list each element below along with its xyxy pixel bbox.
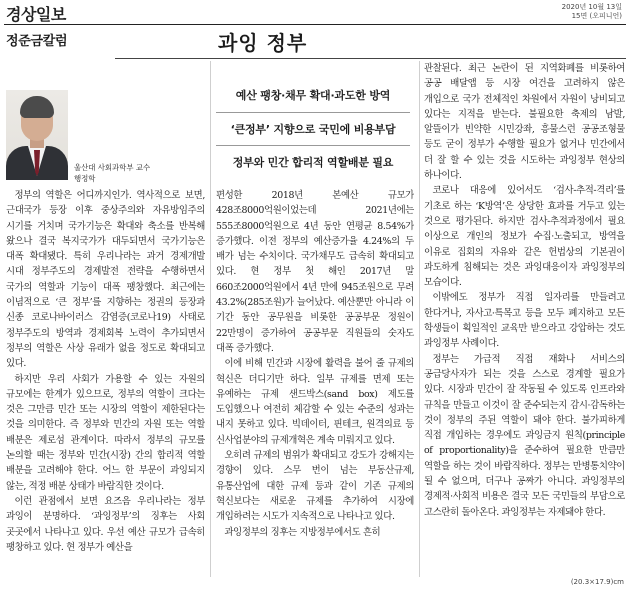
paragraph: 편성한 2018년 본예산 규모가 428조8000억원이었는데 2021년에는 555조8000억원으로 4년 동안 연평균 8.54%가 증가했다. 이전 정부의 예산증가율 4.24%의 두 배가 넘는 수치이다. 국가채무도 급속히 확대되고 있다. 현 정부 첫 해인 2017년 말 660조2000억원에서 4년 만에 945조원으로 무려 43.2%(285조원)가 늘어났다. 예산뿐만 아니라 이 기간 동안 공무원을 비롯한 공공부문 정원이 22만명이 증가하여 공공부문 직원들의 숫자도 대폭 증가했다.	[216, 190, 414, 354]
paragraph: 이에 비해 민간과 시장에 활력을 불어 줄 규제의 혁신은 더디기만 하다. 일부 규제를 면제 또는 유예하는 규제 샌드박스(sand box) 제도를 도입했으나 여전히 체감할 수 있는 수준의 성과는 내지 못하고 있다. 빅데이터, 핀테크, 원격의료 등 신사업분야의 규제개혁은 계속 미뤄지고 있다.	[216, 358, 414, 446]
article-column-3	[424, 61, 625, 579]
paragraph: 정부는 가급적 직접 재화나 서비스의 공급당사자가 되는 것을 스스로 경계할 필요가 있다. 시장과 민간이 잘 작동될 수 있도록 인프라와 규칙을 만들고 이것이 잘 준수되는지 감시·감독하는 것이 정부의 주된 역할이 돼야 한다. 불가피하게 직접 개입하는 경우에도 과잉금지 원칙(principle of proportionality)을 준수하여 필요한 만큼만 역할을 하는 것이 바람직하다. 정부는 만병통치약이 될 수 없으며, 더구나 공짜가 아니다. 과잉정부의 경제적·사회적 비용은 결국 모든 국민들의 부담으로 고스란히 돌아온다. 과잉정부는 자제돼야 한다.	[424, 353, 625, 518]
author-byline	[74, 162, 150, 184]
subhead-divider	[216, 112, 410, 113]
paragraph: 하지만 우리 사회가 가용할 수 있는 자원의 규모에는 한계가 있으므로, 정부의 역할이 크다는 것은 그만큼 민간 또는 시장의 역할이 제한된다는 것을 의미한다. 즉 정부와 민간의 자원 또는 역할 배분은 제로섬 관계이다. 따라서 정부의 규모를 논의할 때는 정부와 민간(시장) 간의 합리적 역할 배분을 고려해야 한다. 어느 한 부문이 과잉되지 않는, 적정 배분 상태가 바람직한 것이다.	[6, 373, 205, 492]
article-column-1	[6, 188, 205, 583]
paragraph: 이밖에도 정부가 직접 일자리를 만들려고 한다거나, 자사고·특목고 등을 모두 폐지하고 모든 학생들이 획일적인 교육만 받으라고 강압하는 것도 과잉정부 사례이다.	[424, 292, 625, 350]
subhead-3: 정부와 민간 합리적 역할배분 필요	[232, 156, 394, 169]
top-rule	[4, 24, 626, 25]
paragraph: 코로나 대응에 있어서도 ‘검사-추적-격리’를 기초로 하는 ‘K방역’은 상당한 효과를 거두고 있는 것으로 평가된다. 하지만 검사-추적과정에서 필요 이상으로 개인의 정보가 수집·노출되고, 방역을 이유로 집회의 자유와 같은 헌법상의 기본권이 과도하게 침해되는 것은 과잉대응이자 과잉정부의 모습이다.	[424, 185, 625, 289]
paragraph: 관찰된다. 최근 논란이 된 지역화폐를 비롯하여 공공 배달앱 등 시장 여건을 고려하지 않은 개입으로 국가 전체적인 차원에서 자원이 낭비되고 있다는 지적을 받는다. 불필요한 축제의 남발, 알뜰이가 빈약한 시민강좌, 흥물스런 공공조형물 등도 굳이 정부가 수행할 필요가 없거나 민간에서 더 잘 할 수 있는 것을 시도하는 과잉정부 현상의 하나이다.	[424, 63, 625, 182]
headline-rule	[115, 58, 626, 59]
publish-date: 2020년 10월 13일	[561, 3, 622, 11]
subhead-2: ‘큰정부’ 지향으로 국민에 비용부담	[230, 123, 396, 136]
article-headline: 과잉 정부	[218, 31, 308, 55]
paragraph: 정부의 역할은 어디까지인가. 역사적으로 보면, 근대국가 등장 이후 중상주의와 자유방임주의 시기를 거치며 국가기능은 확대와 축소를 반복해 왔으나 결국 복지국가가 대두되면서 국가기능은 대폭 확대됐다. 특히 우리나라는 과거 경제개발 시대 정부주도의 경제발전 전략을 수행하면서 국가의 역할과 기능이 대폭 팽창했다. 최근에는 이념적으로 ‘큰 정부’를 지향하는 정권의 등장과 신종 코로나바이러스 감염증(코로나19) 사태로 정부주도의 방역과 경제회복 노력이 추가되면서 정부의 역할은 사상 유래가 없을 정도로 확대되고 있다.	[6, 190, 205, 370]
page-section: 15면 (오피니언)	[571, 12, 622, 20]
column-divider	[210, 61, 211, 577]
paragraph: 오히려 규제의 범위가 확대되고 강도가 강해지는 경향이 있다. 스무 번이 넘는 부동산규제, 유통산업에 대한 규제 등과 같이 기존 규제의 혁신보다는 새로운 규제를 추가하여 시장에 개입하려는 시도가 지속적으로 나타나고 있다.	[216, 450, 414, 523]
paragraph: 이런 관점에서 보면 요즈음 우리나라는 정부 과잉이 분명하다. ‘과잉정부’의 징후는 사회 곳곳에서 나타나고 있다. 우선 예산 규모가 급속히 팽창하고 있다. 현 정부가 예산을	[6, 495, 205, 553]
clipping-size-note: (20.3×17.9)cm	[570, 578, 624, 586]
subhead-divider	[216, 145, 410, 146]
newspaper-masthead: 경상일보	[6, 5, 66, 24]
paragraph: 과잉정부의 징후는 지방정부에서도 흔히	[224, 526, 381, 538]
column-label: 정준금칼럼	[6, 34, 68, 49]
dateline	[562, 3, 622, 21]
author-photo	[6, 90, 68, 180]
article-column-2	[216, 188, 414, 583]
subhead-1: 예산 팽창·채무 확대·과도한 방역	[235, 89, 391, 102]
author-affiliation: 울산대 사회과학부 교수	[74, 163, 151, 172]
author-department: 행정학	[74, 174, 96, 183]
column-divider	[419, 61, 420, 577]
